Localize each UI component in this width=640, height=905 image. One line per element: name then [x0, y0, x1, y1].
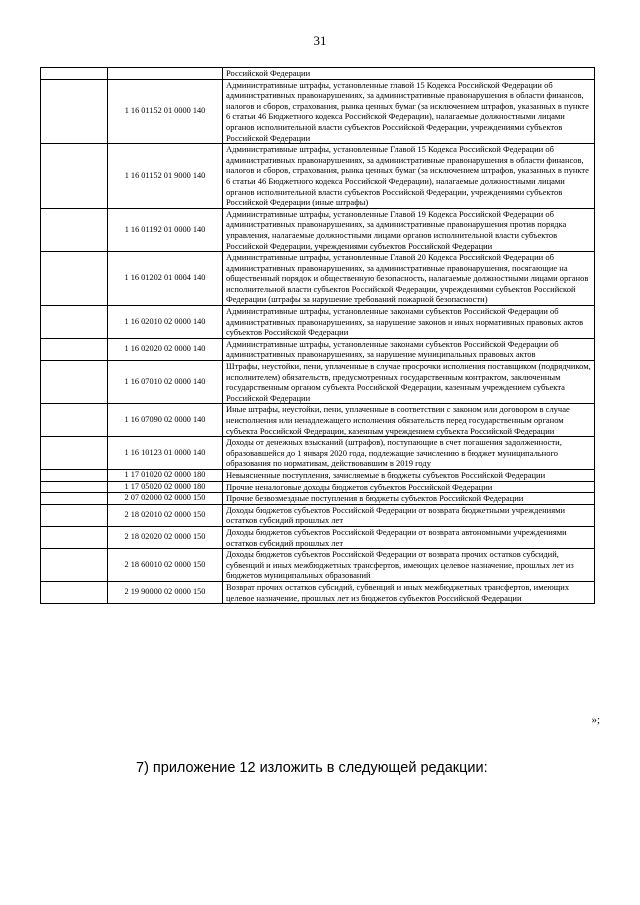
- revenue-description-cell: Доходы от денежных взысканий (штрафов), поступающие в счет погашения задолженности, образовавшейся до 1 января 2020 года, подлежащие зачислению в бюджет муниципального образования по нормативам, действовавшим в 2019 году: [223, 437, 595, 470]
- budget-code-cell: 1 16 02020 02 0000 140: [108, 338, 223, 360]
- table-row: [41, 208, 595, 251]
- table-row: [41, 469, 595, 481]
- budget-code-cell: 2 18 02020 02 0000 150: [108, 526, 223, 548]
- budget-code-cell: 1 16 01152 01 0000 140: [108, 79, 223, 144]
- revenue-description-cell: Доходы бюджетов субъектов Российской Федерации от возврата автономными учреждениями остатков субсидий прошлых лет: [223, 526, 595, 548]
- revenue-description-cell: Административные штрафы, установленные законами субъектов Российской Федерации об административных правонарушениях, за нарушение законов и иных нормативных правовых актов субъектов Российской Федерации: [223, 306, 595, 339]
- table-row: [41, 481, 595, 493]
- admin-code-cell: [41, 481, 108, 493]
- budget-code-cell: 1 16 01202 01 0004 140: [108, 252, 223, 306]
- page-number: 31: [313, 33, 327, 48]
- admin-code-cell: [41, 581, 108, 603]
- admin-code-cell: [41, 437, 108, 470]
- admin-code-cell: [41, 306, 108, 339]
- budget-code-cell: 1 16 01192 01 0000 140: [108, 208, 223, 251]
- revenue-description-cell: Возврат прочих остатков субсидий, субвенций и иных межбюджетных трансфертов, имеющих целевое назначение, прошлых лет из бюджетов субъектов Российской Федерации: [223, 581, 595, 603]
- budget-code-cell: 1 16 01152 01 9000 140: [108, 144, 223, 209]
- admin-code-cell: [41, 526, 108, 548]
- revenue-description-cell: Прочие неналоговые доходы бюджетов субъектов Российской Федерации: [223, 481, 595, 493]
- budget-code-cell: 2 07 02000 02 0000 150: [108, 493, 223, 505]
- revenue-description-cell: Доходы бюджетов субъектов Российской Федерации от возврата прочих остатков субсидий, субвенций и иных межбюджетных трансфертов, имеющих целевое назначение, прошлых лет из бюджетов муниципальных образований: [223, 549, 595, 582]
- admin-code-cell: [41, 469, 108, 481]
- revenue-description-cell: Иные штрафы, неустойки, пени, уплаченные в соответствии с законом или договором в случае неисполнения или ненадлежащего исполнения обязательств перед государственным органом субъекта Российской Федерации, казенным учреждением субъекта Российской Федерации: [223, 404, 595, 437]
- budget-code-cell: [108, 68, 223, 80]
- budget-code-cell: 1 16 10123 01 0000 140: [108, 437, 223, 470]
- closing-quote-mark: »;: [591, 714, 600, 726]
- admin-code-cell: [41, 79, 108, 144]
- revenue-codes-table: [40, 67, 595, 604]
- revenue-description-cell: Штрафы, неустойки, пени, уплаченные в случае просрочки исполнения поставщиком (подрядчиком, исполнителем) обязательств, предусмотренных государственным контрактом, заключенным государственным органом субъекта Российской Федерации, казенным учреждением субъекта Российской Федерации: [223, 361, 595, 404]
- revenue-description-cell: Административные штрафы, установленные законами субъектов Российской Федерации об административных правонарушениях, за нарушение муниципальных правовых актов: [223, 338, 595, 360]
- admin-code-cell: [41, 361, 108, 404]
- table-row: [41, 437, 595, 470]
- admin-code-cell: [41, 504, 108, 526]
- budget-code-cell: 1 16 07090 02 0000 140: [108, 404, 223, 437]
- table-row: [41, 581, 595, 603]
- table-row: [41, 144, 595, 209]
- budget-code-cell: 2 19 90000 02 0000 150: [108, 581, 223, 603]
- table-row: [41, 338, 595, 360]
- admin-code-cell: [41, 549, 108, 582]
- revenue-description-cell: Доходы бюджетов субъектов Российской Федерации от возврата бюджетными учреждениями остатков субсидий прошлых лет: [223, 504, 595, 526]
- table-row: [41, 404, 595, 437]
- table-row: [41, 549, 595, 582]
- revenue-description-cell: Административные штрафы, установленные Главой 19 Кодекса Российской Федерации об административных правонарушениях, за административные правонарушения против порядка управления, налагаемые должностными лицами органов исполнительной власти субъектов Российской Федерации, учреждениями субъектов Российской Федерации: [223, 208, 595, 251]
- admin-code-cell: [41, 144, 108, 209]
- revenue-description-cell: Российской Федерации: [223, 68, 595, 80]
- table-row: [41, 526, 595, 548]
- revenue-description-cell: Административные штрафы, установленные главой 15 Кодекса Российской Федерации об административных правонарушениях, за административные правонарушения в области финансов, налогов и сборов, страхования, рынка ценных бумаг (за исключением штрафов, указанных в пункте 6 статьи 46 Бюджетного кодекса Российской Федерации), налагаемые должностными лицами органов исполнительной власти субъектов Российской Федерации, учреждениями субъектов Российской Федерации: [223, 79, 595, 144]
- revenue-description-cell: Административные штрафы, установленные Главой 15 Кодекса Российской Федерации об административных правонарушениях, за административные правонарушения в области финансов, налогов и сборов, страхования, рынка ценных бумаг (за исключением штрафов, указанных в пункте 6 статьи 46 Бюджетного кодекса Российской Федерации), налагаемые должностными лицами органов исполнительной власти субъектов Российской Федерации, учреждениями субъектов Российской Федерации (иные штрафы): [223, 144, 595, 209]
- table-row: [41, 361, 595, 404]
- admin-code-cell: [41, 338, 108, 360]
- revenue-description-cell: Невыясненные поступления, зачисляемые в бюджеты субъектов Российской Федерации: [223, 469, 595, 481]
- revenue-description-cell: Прочие безвозмездные поступления в бюджеты субъектов Российской Федерации: [223, 493, 595, 505]
- budget-code-cell: 1 17 01020 02 0000 180: [108, 469, 223, 481]
- revenue-description-cell: Административные штрафы, установленные Главой 20 Кодекса Российской Федерации об административных правонарушениях, за административные правонарушения, посягающие на общественный порядок и общественную безопасность, налагаемые должностными лицами органов исполнительной власти субъектов Российской Федерации, учреждениями субъектов Российской Федерации (штрафы за нарушение требований пожарной безопасности): [223, 252, 595, 306]
- budget-code-cell: 2 18 60010 02 0000 150: [108, 549, 223, 582]
- admin-code-cell: [41, 68, 108, 80]
- amendment-instruction: 7) приложение 12 изложить в следующей редакции:: [136, 760, 488, 776]
- budget-code-cell: 1 16 07010 02 0000 140: [108, 361, 223, 404]
- budget-code-cell: 1 17 05020 02 0000 180: [108, 481, 223, 493]
- table-row: [41, 252, 595, 306]
- table-row: [41, 306, 595, 339]
- table-row: [41, 79, 595, 144]
- table-row: [41, 68, 595, 80]
- table-row: [41, 493, 595, 505]
- table-row: [41, 504, 595, 526]
- table-body: [41, 68, 595, 604]
- budget-code-cell: 1 16 02010 02 0000 140: [108, 306, 223, 339]
- admin-code-cell: [41, 493, 108, 505]
- admin-code-cell: [41, 404, 108, 437]
- admin-code-cell: [41, 252, 108, 306]
- budget-code-cell: 2 18 02010 02 0000 150: [108, 504, 223, 526]
- admin-code-cell: [41, 208, 108, 251]
